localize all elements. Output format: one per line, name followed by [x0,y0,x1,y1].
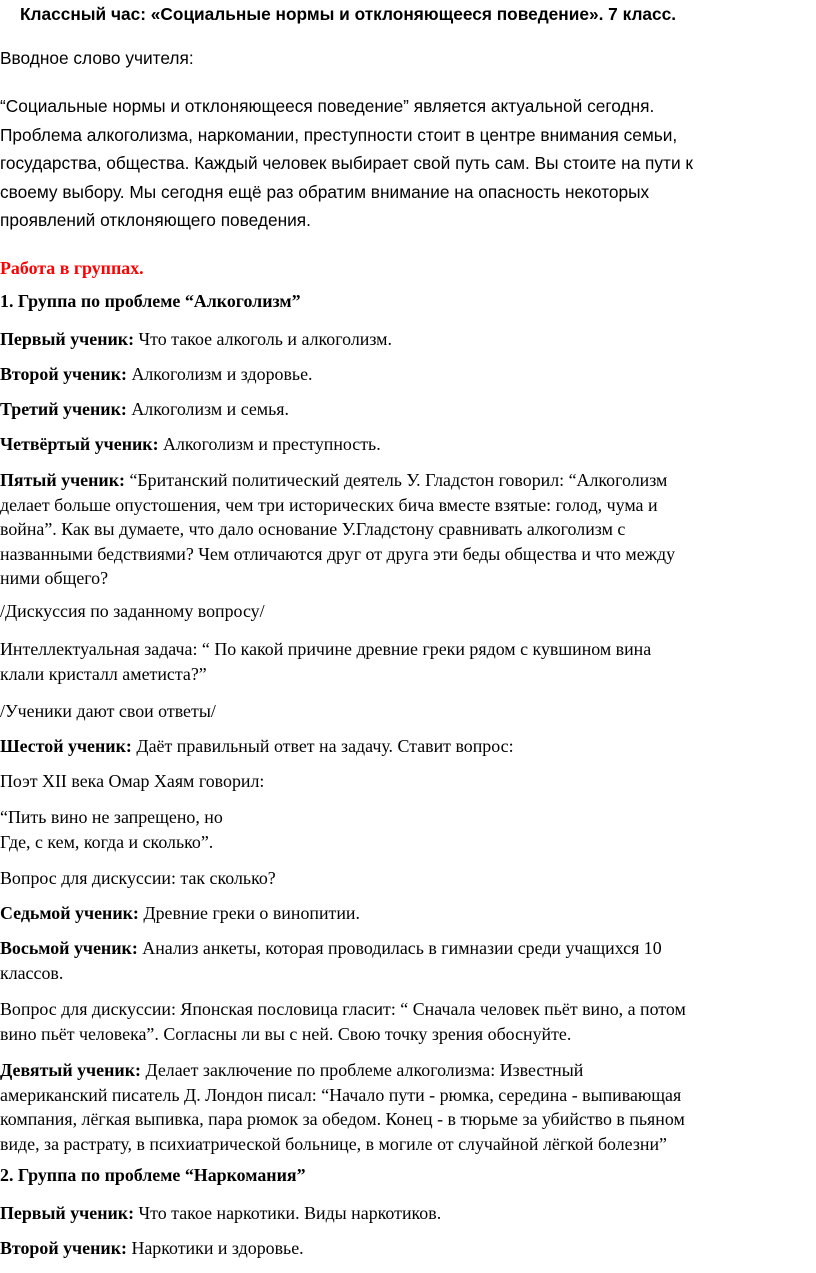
student-label: Шестой ученик: [0,736,132,756]
student-topic: Древние греки о винопитии. [138,903,360,923]
student-topic: Алкоголизм и здоровье. [126,364,313,384]
page-title: Классный час: «Социальные нормы и отклоняющееся поведение». 7 класс. [20,4,677,24]
group1-student-6 [0,734,812,759]
discussion-note: /Дискуссия по заданному вопросу/ [0,601,265,621]
group1-student-4 [0,432,812,457]
student-label: Первый ученик: [0,329,135,349]
student-label: Второй ученик: [0,364,127,384]
group2-student-2 [0,1236,812,1261]
intro-line: государства, общества. Каждый человек выбирает свой путь сам. Вы стоите на пути к [0,153,693,173]
student-label: Второй ученик: [0,1238,127,1258]
student-label: Седьмой ученик: [0,903,139,923]
group1-heading: 1. Группа по проблеме “Алкоголизм” [0,291,301,311]
intro-line: своему выбору. Мы сегодня ещё раз обратим внимание на опасность некоторых [0,181,650,202]
student-label: Третий ученик: [0,399,127,419]
student-topic: Алкоголизм и семья. [126,399,289,419]
khayyam-quote: “Пить вино не запрещено, но Где, с кем, когда и сколько”. [0,807,223,852]
group-work-heading: Работа в группах. [0,258,144,278]
student-topic: Наркотики и здоровье. [126,1238,304,1258]
group1-student-2 [0,362,812,387]
answers-note: /Ученики дают свои ответы/ [0,701,216,721]
student-label: Четвёртый ученик: [0,434,159,454]
student-topic: Что такое алкоголь и алкоголизм. [134,329,392,349]
intellectual-task: Интеллектуальная задача: “ По какой причине древние греки рядом с кувшином вина клали кристалл аметиста?” [0,639,652,684]
group2-heading: 2. Группа по проблеме “Наркомания” [0,1165,306,1185]
group2-student-1 [0,1201,812,1226]
student-topic: Что такое наркотики. Виды наркотиков. [134,1203,442,1223]
group1-student-7 [0,901,812,926]
discussion-question-1: Вопрос для дискуссии: так сколько? [0,868,276,888]
group1-student-3 [0,397,812,422]
group1-student-9: Девятый ученик: Делает заключение по проблеме алкоголизма: Известный американский писатель Д. Лондон писал: “Начало пути - рюмка, середина - выпивающая компания, лёгкая выпивка, пара рюмок за обедом. Конец - в тюрьме за убийство в пьяном виде, за растрату, в психиатрической больнице, в могиле от случайной лёгкой болезни” [0,1060,685,1154]
student-label: Первый ученик: [0,1203,135,1223]
student-topic: Алкоголизм и преступность. [158,434,381,454]
student-label: Девятый ученик: [0,1060,141,1080]
group1-student-5: Пятый ученик: “Британский политический деятель У. Гладстон говорил: “Алкоголизм делает больше опустошения, чем три исторических бича вместе взятые: голод, чума и война”. Как вы думаете, что дало основание У.Гладстону сравнивать алкоголизм с названными бедствиями? Чем отличаются друг от друга эти беды общества и что между ними общего? [0,470,676,588]
poet-line: Поэт XII века Омар Хаям говорил: [0,771,265,791]
intro-line: проявлений отклоняющего поведения. [0,210,311,230]
student-label: Пятый ученик: [0,470,125,490]
intro-paragraph [0,92,812,235]
student-label: Восьмой ученик: [0,938,138,958]
discussion-question-2: Вопрос для дискуссии: Японская пословица гласит: “ Сначала человек пьёт вино, а потом вино пьёт человека”. Согласны ли вы с ней. Свою точку зрения обоснуйте. [0,999,686,1044]
intro-line: “Социальные нормы и отклоняющееся поведение” является актуальной сегодня. [0,96,655,116]
group1-student-8: Восьмой ученик: Анализ анкеты, которая проводилась в гимназии среди учащихся 10 классов. [0,938,662,983]
group1-student-1 [0,327,812,352]
intro-line: Проблема алкоголизма, наркомании, преступности стоит в центре внимания семьи, [0,124,678,145]
student-topic: Даёт правильный ответ на задачу. Ставит вопрос: [131,736,514,756]
intro-label: Вводное слово учителя: [0,48,194,68]
